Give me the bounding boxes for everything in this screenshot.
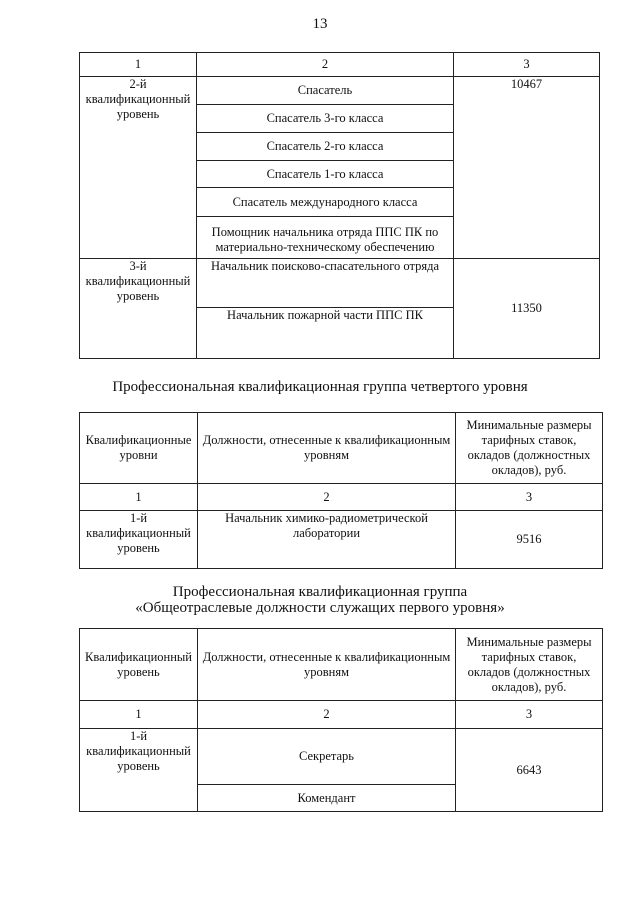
col-number-3: 3 <box>456 701 603 729</box>
col-number-3: 3 <box>454 53 600 77</box>
table-group-fourth-level <box>79 412 603 569</box>
col-number-1: 1 <box>80 53 197 77</box>
table-salaries-continued <box>79 52 600 359</box>
col-header-levels: Квалификационный уровень <box>80 629 198 701</box>
salary-cell: 6643 <box>456 729 603 812</box>
position-cell: Спасатель <box>197 77 454 105</box>
position-cell: Начальник химико-радиометрической лаборатории <box>198 511 456 569</box>
page-number: 13 <box>312 16 328 32</box>
section-heading-line: Профессиональная квалификационная группа <box>172 584 468 600</box>
col-number-2: 2 <box>197 53 454 77</box>
col-header-levels: Квалификационные уровни <box>80 413 198 484</box>
col-number-2: 2 <box>198 701 456 729</box>
table-header-row <box>80 413 603 484</box>
col-header-positions: Должности, отнесенные к квалификационным уровням <box>198 413 456 484</box>
col-header-salary: Минимальные размеры тарифных ставок, окладов (должностных окладов), руб. <box>456 413 603 484</box>
table-general-employees <box>79 628 603 812</box>
salary-cell: 9516 <box>456 511 603 569</box>
table-row <box>80 511 603 569</box>
position-cell: Помощник начальника отряда ППС ПК по материально-техническому обеспечению <box>197 217 454 259</box>
position-cell: Спасатель 1-го класса <box>197 161 454 188</box>
position-cell: Комендант <box>198 785 456 812</box>
table-row <box>80 77 600 105</box>
table-row <box>80 729 603 785</box>
level-label: 1-й квалификационный уровень <box>80 729 198 812</box>
section-heading <box>0 584 640 616</box>
position-cell: Спасатель 3-го класса <box>197 105 454 133</box>
table-header-row <box>80 629 603 701</box>
section-heading-line: «Общеотраслевые должности служащих первого уровня» <box>135 600 505 616</box>
position-cell: Начальник поисково-спасательного отряда <box>197 259 454 308</box>
col-number-1: 1 <box>80 484 198 511</box>
table-number-row <box>80 701 603 729</box>
section-heading: Профессиональная квалификационная группа четвертого уровня <box>112 379 528 395</box>
position-cell: Начальник пожарной части ППС ПК <box>197 308 454 359</box>
level-label: 3-й квалификационный уровень <box>80 259 197 359</box>
table-number-row <box>80 484 603 511</box>
col-header-positions: Должности, отнесенные к квалификационным уровням <box>198 629 456 701</box>
position-cell: Спасатель международного класса <box>197 188 454 217</box>
position-cell: Секретарь <box>198 729 456 785</box>
level-label: 1-й квалификационный уровень <box>80 511 198 569</box>
table-row <box>80 259 600 308</box>
col-number-1: 1 <box>80 701 198 729</box>
table-header-row <box>80 53 600 77</box>
salary-cell: 11350 <box>454 259 600 359</box>
position-cell: Спасатель 2-го класса <box>197 133 454 161</box>
level-label: 2-й квалификационный уровень <box>80 77 197 259</box>
col-number-3: 3 <box>456 484 603 511</box>
salary-cell: 10467 <box>454 77 600 259</box>
col-header-salary: Минимальные размеры тарифных ставок, окладов (должностных окладов), руб. <box>456 629 603 701</box>
col-number-2: 2 <box>198 484 456 511</box>
